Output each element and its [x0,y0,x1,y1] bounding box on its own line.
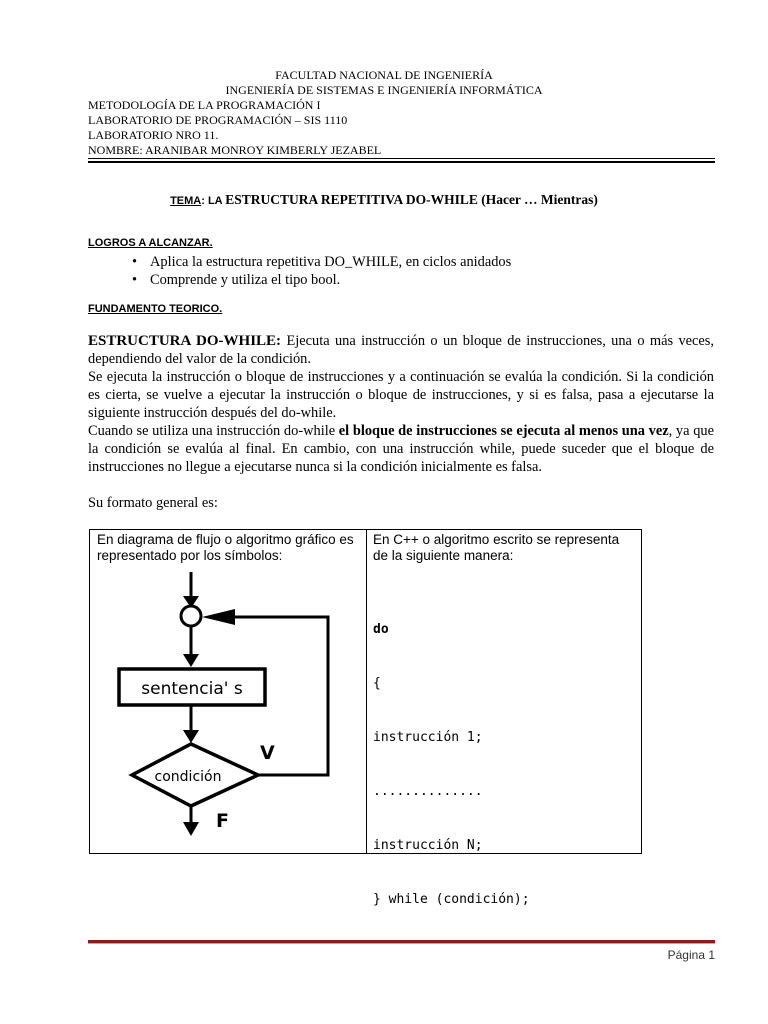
p3-text-b: , ya que la condición se evalúa al final. En cambio, con una instrucción while, puede suceder que el bloque de instrucciones no llegue a ejecutarse nunca si la condición inicialmente es falsa. [88,423,714,475]
p3-emphasis: el bloque de instrucciones se ejecuta al menos una vez [338,423,669,439]
flowchart-column-header: En diagrama de flujo o algoritmo gráfico es representado por los símbolos: [97,532,354,563]
theory-paragraph-1 [88,332,714,368]
header-lab: LABORATORIO DE PROGRAMACIÓN – SIS 1110 [88,113,348,127]
topic-text: ESTRUCTURA REPETITIVA DO-WHILE (Hacer … Mientras) [225,192,598,207]
theory-paragraph-3 [88,422,714,476]
theory-paragraph-2: Se ejecuta la instrucción o bloque de instrucciones y a continuación se evalúa la condición. Si la condición es cierta, se vuelve a ejecutar la instrucción o bloque de instrucciones, y si es falsa, pasa a ejecutarse la siguiente instrucción después del do-while. [88,369,714,421]
goal-item: • Comprende y utiliza el tipo bool. [88,271,708,289]
theory-heading: FUNDAMENTO TEORICO. [88,303,223,315]
general-format-label: Su formato general es: [88,495,218,511]
goals-list [88,253,708,289]
header-student-name: NOMBRE: ARANIBAR MONROY KIMBERLY JEZABEL [88,143,382,157]
box-to-condition-arrowhead [183,730,199,743]
code-column-header: En C++ o algoritmo escrito se representa de la siguiente manera: [373,532,620,563]
code-snippet [373,585,530,945]
p3-text-a: Cuando se utiliza una instrucción do-while [88,423,339,439]
topic-separator: : LA [201,195,226,207]
code-ellipsis: .............. [373,784,483,799]
theory-body [88,332,714,476]
topic-title [0,192,768,208]
do-while-term: ESTRUCTURA DO-WHILE: [88,333,282,349]
code-instruction-1: instrucción 1; [373,730,483,745]
condition-label: condición [154,769,222,785]
header-career: INGENIERÍA DE SISTEMAS E INGENIERÍA INFORMÁTICA [225,83,543,97]
true-branch-label: V [260,742,275,764]
statement-label: sentencia' s [141,679,243,699]
table-divider [366,530,367,853]
footer-rule-shadow [88,943,715,944]
circle-to-box-arrowhead [183,654,199,667]
connector-circle [181,606,201,626]
code-instruction-n: instrucción N; [373,838,483,853]
page-number: Página 1 [667,948,715,962]
topic-label: TEMA [170,195,202,207]
format-table [89,529,642,907]
goals-heading: LOGROS A ALCANZAR. [88,237,213,249]
do-while-definition: Ejecuta una instrucción o un bloque de instrucciones, una o más veces, dependiendo del valor de la condición. [88,333,715,367]
false-exit-arrowhead [183,822,199,836]
do-while-flowchart [90,530,366,853]
header-rule-thick [88,161,715,163]
code-while-condition: } while (condición); [373,892,530,907]
header-faculty: FACULTAD NACIONAL DE INGENIERÍA [275,68,493,82]
header-course: METODOLOGÍA DE LA PROGRAMACIÓN I [88,98,321,112]
header-rule-thin [88,158,715,159]
true-loop-arrowhead [202,609,235,625]
goal-item: • Aplica la estructura repetitiva DO_WHILE, en ciclos anidados [88,253,708,271]
code-open-brace: { [373,676,381,691]
code-do: do [373,622,389,637]
false-branch-label: F [216,810,229,832]
header-lab-number: LABORATORIO NRO 11. [88,128,219,142]
